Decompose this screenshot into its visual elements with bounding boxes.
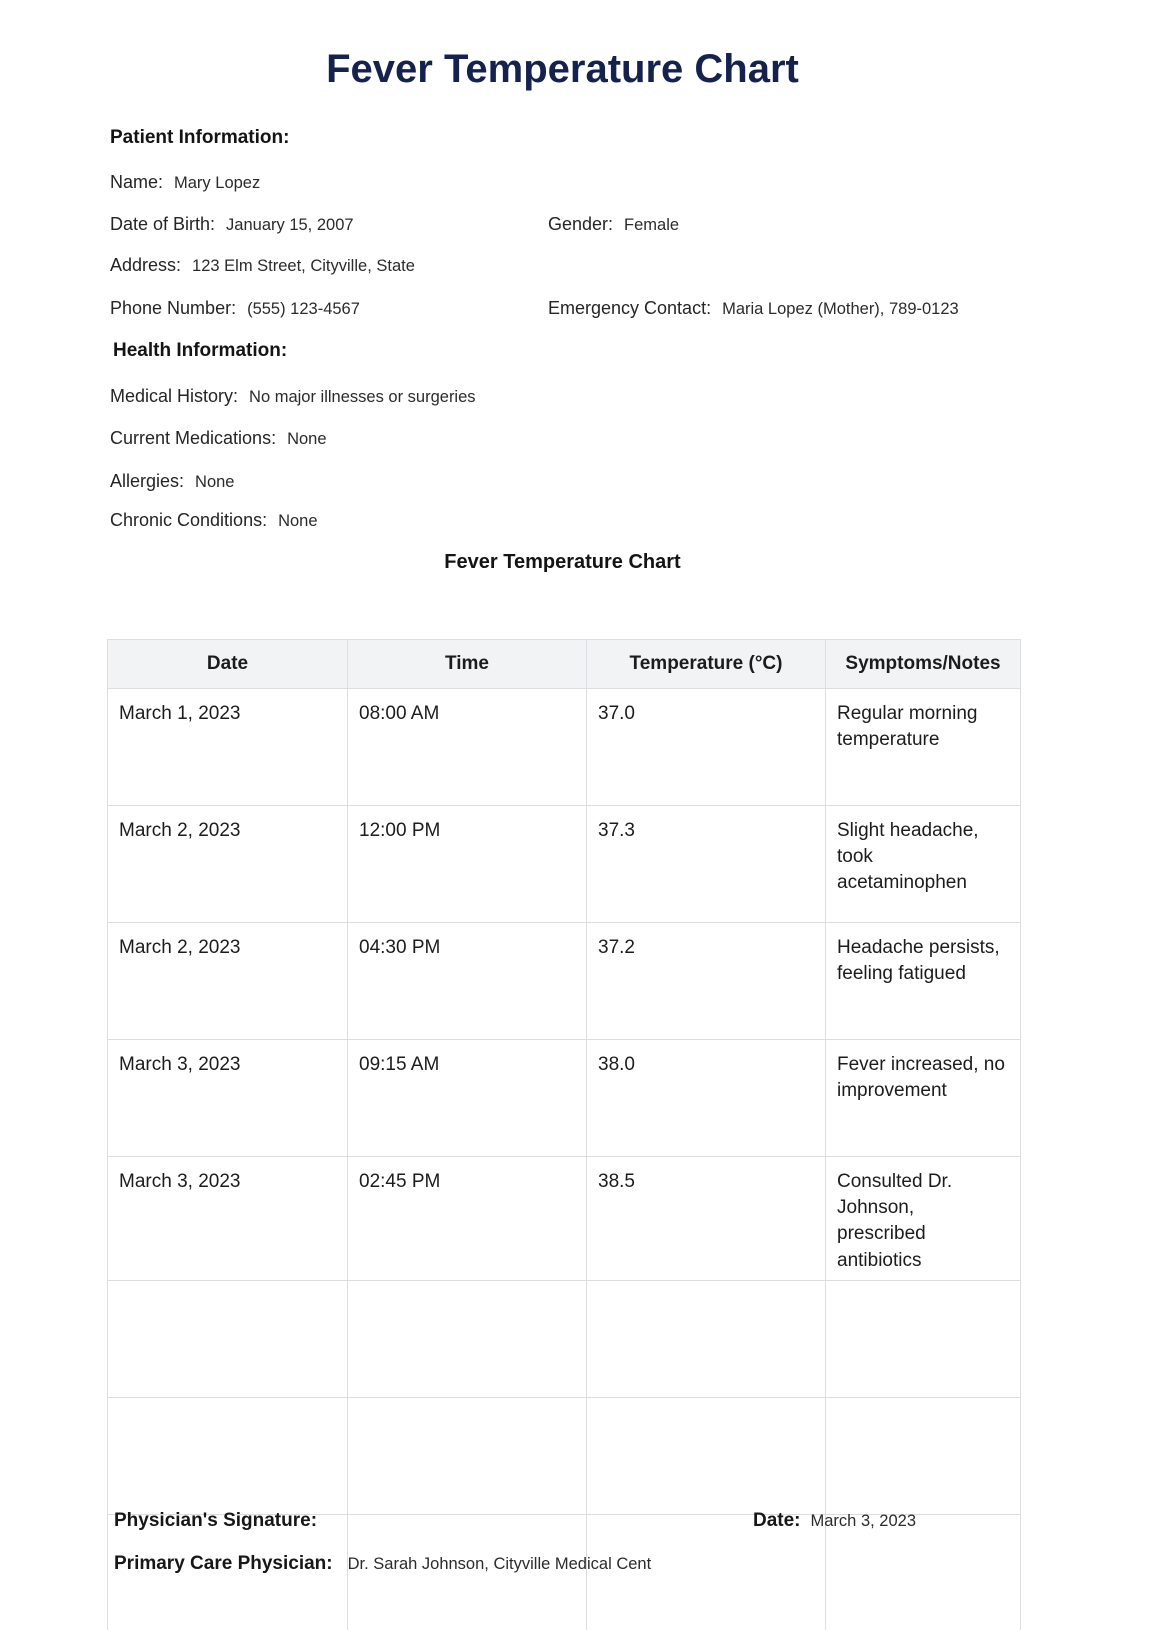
phone-value: (555) 123-4567	[247, 300, 360, 318]
cell-empty	[348, 1280, 587, 1397]
signature-date-label: Date:	[753, 1510, 801, 1531]
dob-label: Date of Birth:	[110, 214, 216, 234]
name-field	[110, 172, 260, 193]
cell-empty	[826, 1397, 1021, 1514]
emergency-contact-field	[548, 298, 959, 319]
dob-field	[110, 214, 354, 235]
chronic-conditions-field	[110, 510, 318, 531]
medical-history-value: No major illnesses or surgeries	[249, 388, 476, 406]
column-header-date: Date	[108, 640, 348, 689]
table-row	[108, 923, 1021, 1040]
field-row-address	[110, 255, 1022, 281]
table-row	[108, 689, 1021, 806]
table-header-row	[108, 640, 1021, 689]
field-row-medical-history	[110, 386, 1022, 412]
signature-date-field	[753, 1510, 916, 1532]
cell-date: March 3, 2023	[108, 1157, 348, 1281]
cell-temperature: 38.5	[587, 1157, 826, 1281]
signature-date-value: March 3, 2023	[810, 1512, 916, 1530]
table-row	[108, 1157, 1021, 1281]
gender-value: Female	[624, 216, 680, 234]
gender-field	[548, 214, 679, 235]
emergency-contact-label: Emergency Contact:	[548, 298, 712, 318]
patient-info-heading: Patient Information:	[110, 127, 290, 148]
address-label: Address:	[110, 255, 182, 275]
cell-empty	[587, 1397, 826, 1514]
column-header-symptoms: Symptoms/Notes	[826, 640, 1021, 689]
physician-signature-label: Physician's Signature:	[114, 1510, 318, 1531]
address-value: 123 Elm Street, Cityville, State	[192, 257, 415, 275]
cell-time: 04:30 PM	[348, 923, 587, 1040]
cell-temperature: 37.3	[587, 806, 826, 923]
cell-date: March 3, 2023	[108, 1040, 348, 1157]
cell-empty	[826, 1280, 1021, 1397]
current-medications-field	[110, 428, 327, 449]
medical-history-label: Medical History:	[110, 386, 239, 406]
allergies-value: None	[195, 473, 235, 491]
cell-symptoms: Regular morning temperature	[826, 689, 1021, 806]
column-header-time: Time	[348, 640, 587, 689]
dob-value: January 15, 2007	[226, 216, 354, 234]
medical-history-field	[110, 386, 476, 407]
cell-empty	[587, 1280, 826, 1397]
cell-date: March 2, 2023	[108, 806, 348, 923]
table-row-empty	[108, 1397, 1021, 1514]
cell-time: 08:00 AM	[348, 689, 587, 806]
name-label: Name:	[110, 172, 164, 192]
cell-symptoms: Headache persists, feeling fatigued	[826, 923, 1021, 1040]
cell-symptoms: Slight headache, took acetaminophen	[826, 806, 1021, 923]
cell-date: March 1, 2023	[108, 689, 348, 806]
cell-symptoms: Fever increased, no improvement	[826, 1040, 1021, 1157]
table-body	[108, 689, 1021, 1630]
field-row-name	[110, 172, 1022, 198]
cell-date: March 2, 2023	[108, 923, 348, 1040]
chronic-conditions-value: None	[278, 512, 318, 530]
phone-label: Phone Number:	[110, 298, 237, 318]
cell-empty	[108, 1280, 348, 1397]
table-row	[108, 1040, 1021, 1157]
field-row-allergies	[110, 471, 1022, 497]
name-value: Mary Lopez	[174, 174, 261, 192]
cell-temperature: 37.0	[587, 689, 826, 806]
primary-care-physician-field	[114, 1553, 651, 1575]
emergency-contact-value: Maria Lopez (Mother), 789-0123	[722, 300, 959, 318]
gender-label: Gender:	[548, 214, 614, 234]
cell-empty	[108, 1397, 348, 1514]
column-header-temperature: Temperature (°C)	[587, 640, 826, 689]
cell-time: 09:15 AM	[348, 1040, 587, 1157]
allergies-label: Allergies:	[110, 471, 185, 491]
field-row-phone-emergency	[110, 298, 1022, 324]
cell-temperature: 38.0	[587, 1040, 826, 1157]
page-title: Fever Temperature Chart	[326, 47, 799, 91]
cell-time: 02:45 PM	[348, 1157, 587, 1281]
table-row	[108, 806, 1021, 923]
current-medications-value: None	[287, 430, 327, 448]
health-info-heading: Health Information:	[113, 340, 288, 361]
temperature-table	[107, 639, 1021, 1630]
cell-empty	[348, 1397, 587, 1514]
cell-time: 12:00 PM	[348, 806, 587, 923]
chronic-conditions-label: Chronic Conditions:	[110, 510, 268, 530]
address-field	[110, 255, 415, 276]
primary-care-physician-value: Dr. Sarah Johnson, Cityville Medical Cent	[347, 1555, 652, 1573]
primary-care-physician-label: Primary Care Physician:	[114, 1553, 333, 1574]
chart-subtitle: Fever Temperature Chart	[444, 551, 681, 573]
current-medications-label: Current Medications:	[110, 428, 277, 448]
field-row-current-medications	[110, 428, 1022, 454]
table-header	[108, 640, 1021, 689]
field-row-chronic-conditions	[110, 510, 1022, 536]
cell-symptoms: Consulted Dr. Johnson, prescribed antibiotics	[826, 1157, 1021, 1281]
field-row-dob-gender	[110, 214, 1022, 240]
allergies-field	[110, 471, 234, 492]
table-row-empty	[108, 1280, 1021, 1397]
phone-field	[110, 298, 360, 319]
cell-temperature: 37.2	[587, 923, 826, 1040]
